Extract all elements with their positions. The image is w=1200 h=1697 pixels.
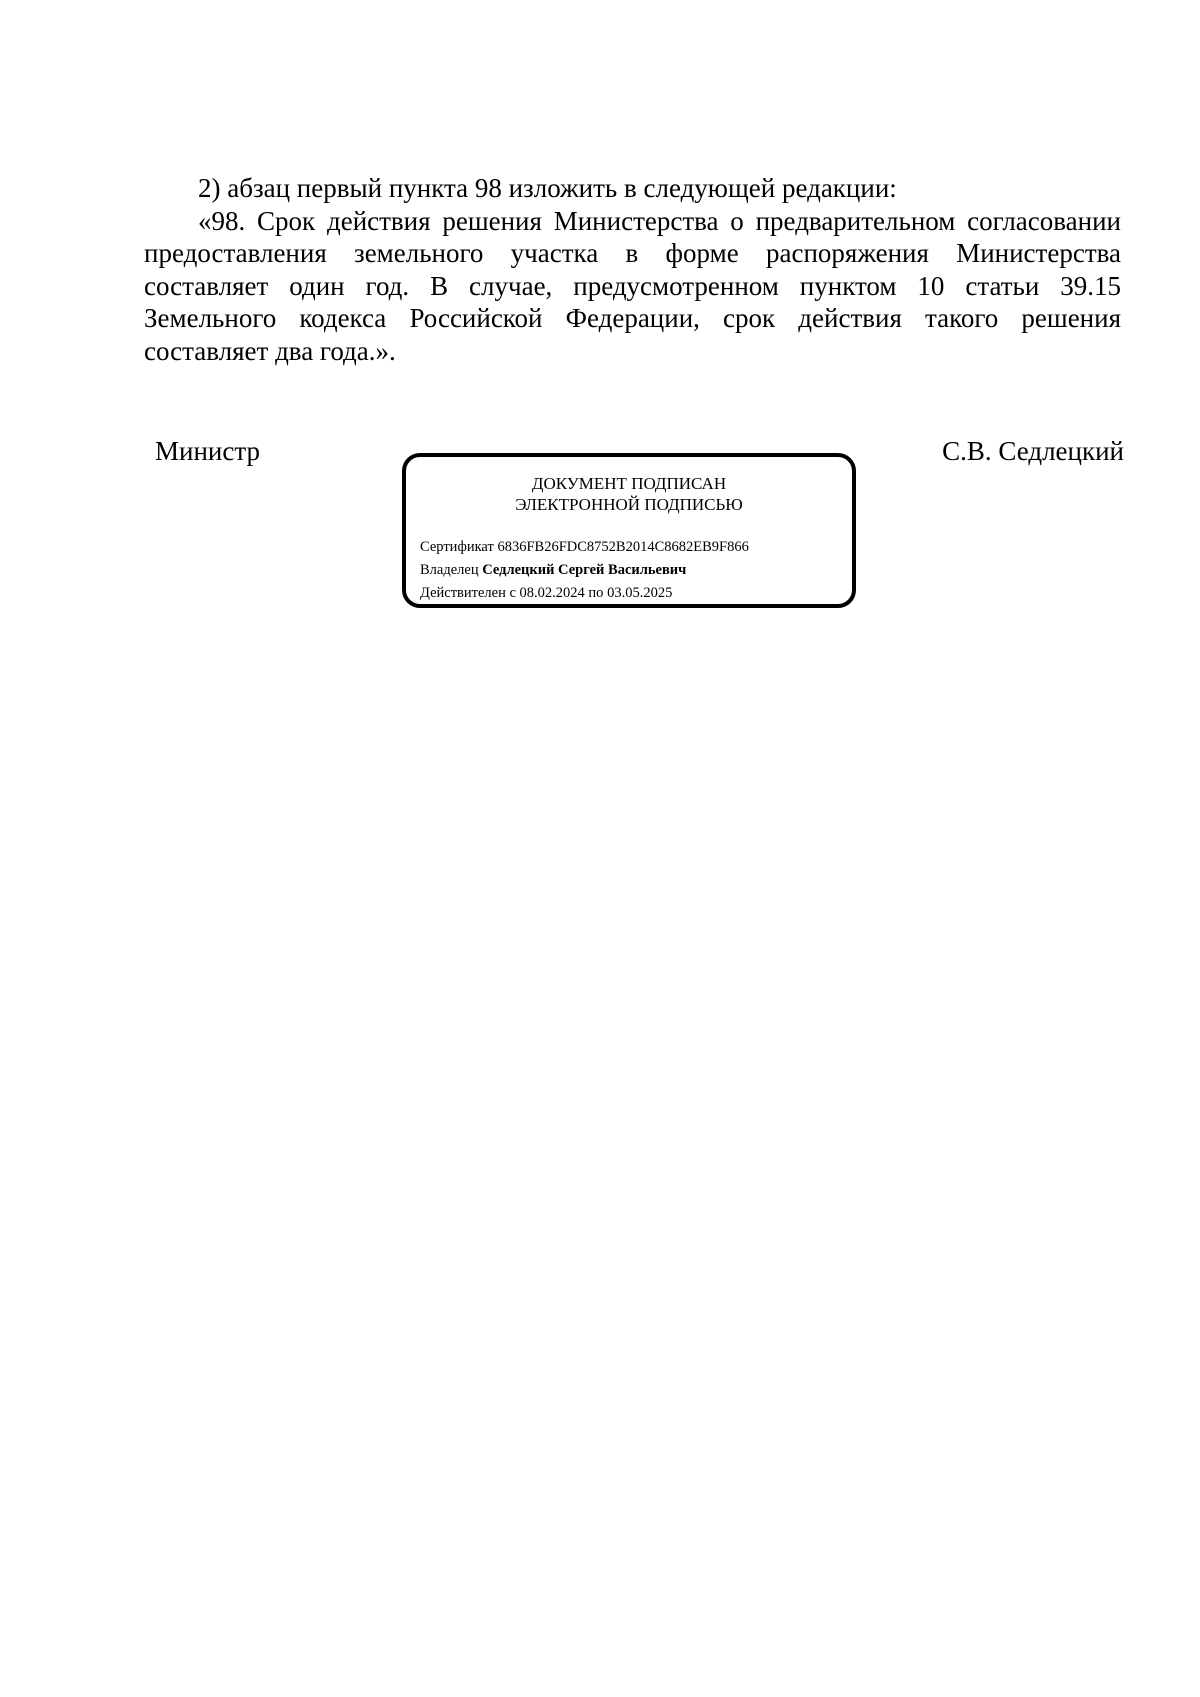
stamp-owner-row [420,559,749,582]
amendment-text-paragraph: «98. Срок действия решения Министерства о предварительном согласовании предоставления земельного участка в форме распоряжения Министерства составляет один год. В случае, предусмотренном пунктом 10 статьи 39.15 Земельного кодекса Российской Федерации, срок действия такого решения составляет два года.». [144,205,1121,366]
stamp-valid-label: Действителен [420,585,506,601]
document-body [144,172,1121,367]
stamp-certificate-value: 6836FB26FDC8752B2014C8682EB9F866 [497,539,749,555]
signatory-name: С.В. Седлецкий [942,436,1124,466]
stamp-valid-to-label: по [588,585,604,601]
stamp-validity-row [420,582,749,605]
stamp-valid-from-label: с [509,585,516,601]
stamp-owner-label: Владелец [420,562,479,578]
stamp-certificate-label: Сертификат [420,539,494,555]
stamp-valid-to: 03.05.2025 [607,585,673,601]
stamp-details [420,536,749,605]
stamp-header [406,473,852,515]
stamp-header-line-2: ЭЛЕКТРОННОЙ ПОДПИСЬЮ [515,495,743,514]
amendment-paragraph: 2) абзац первый пункта 98 изложить в следующей редакции: [198,173,897,203]
signatory-title: Министр [155,436,260,466]
stamp-valid-from: 08.02.2024 [519,585,585,601]
stamp-certificate-row [420,536,749,559]
stamp-owner-value: Седлецкий Сергей Васильевич [482,562,687,578]
stamp-header-line-1: ДОКУМЕНТ ПОДПИСАН [531,474,727,493]
electronic-signature-stamp [402,453,856,608]
